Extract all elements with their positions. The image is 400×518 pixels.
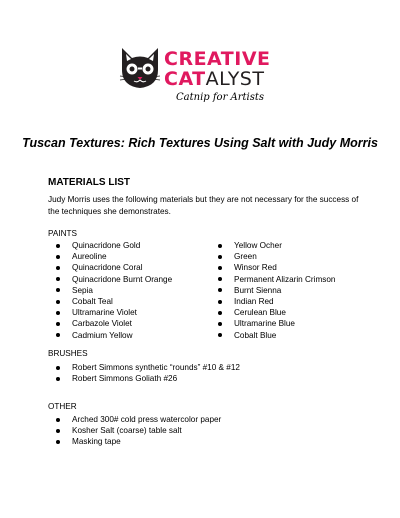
list-item: Ultramarine Violet	[54, 307, 172, 318]
paints-label: PAINTS	[48, 229, 77, 238]
list-item: Permanent Alizarin Crimson	[216, 274, 335, 285]
logo-tagline: Catnip for Artists	[176, 92, 265, 103]
list-item: Indian Red	[216, 296, 335, 307]
list-item: Robert Simmons synthetic “rounds” #10 & #12	[54, 362, 240, 373]
paints-list-col1	[54, 240, 172, 341]
list-item: Carbazole Violet	[54, 318, 172, 329]
logo-brand-line1	[164, 50, 271, 69]
brushes-list	[54, 362, 240, 384]
list-item: Burnt Sienna	[216, 285, 335, 296]
logo-brand-line2	[164, 70, 264, 89]
list-item: Aureoline	[54, 251, 172, 262]
list-item: Masking tape	[54, 436, 221, 447]
document-title: Tuscan Textures: Rich Textures Using Salt with Judy Morris	[22, 136, 378, 150]
logo-word-creative: CREATIVE	[164, 48, 271, 70]
list-item: Kosher Salt (coarse) table salt	[54, 425, 221, 436]
list-item: Cobalt Teal	[54, 296, 172, 307]
list-item: Robert Simmons Goliath #26	[54, 373, 240, 384]
list-item: Quinacridone Coral	[54, 262, 172, 273]
list-item: Arched 300# cold press watercolor paper	[54, 414, 221, 425]
list-item: Quinacridone Burnt Orange	[54, 274, 172, 285]
list-item: Green	[216, 251, 335, 262]
brushes-label: BRUSHES	[48, 349, 88, 358]
materials-heading: MATERIALS LIST	[48, 177, 131, 188]
list-item: Cerulean Blue	[216, 307, 335, 318]
creative-catalyst-logo	[118, 42, 288, 112]
list-item: Cadmium Yellow	[54, 330, 172, 341]
list-item: Winsor Red	[216, 262, 335, 273]
paints-list-col2	[216, 240, 335, 341]
other-label: OTHER	[48, 402, 77, 411]
list-item: Cobalt Blue	[216, 330, 335, 341]
intro-paragraph: Judy Morris uses the following materials but they are not necessary for the success of the techniques she demonstrates.	[48, 195, 359, 216]
logo-word-cat: CAT	[164, 68, 206, 90]
list-item: Ultramarine Blue	[216, 318, 335, 329]
other-list	[54, 414, 221, 448]
logo-word-alyst: ALYST	[205, 68, 265, 90]
list-item: Sepia	[54, 285, 172, 296]
list-item: Quinacridone Gold	[54, 240, 172, 251]
cat-with-glasses-icon	[118, 44, 162, 90]
list-item: Yellow Ocher	[216, 240, 335, 251]
